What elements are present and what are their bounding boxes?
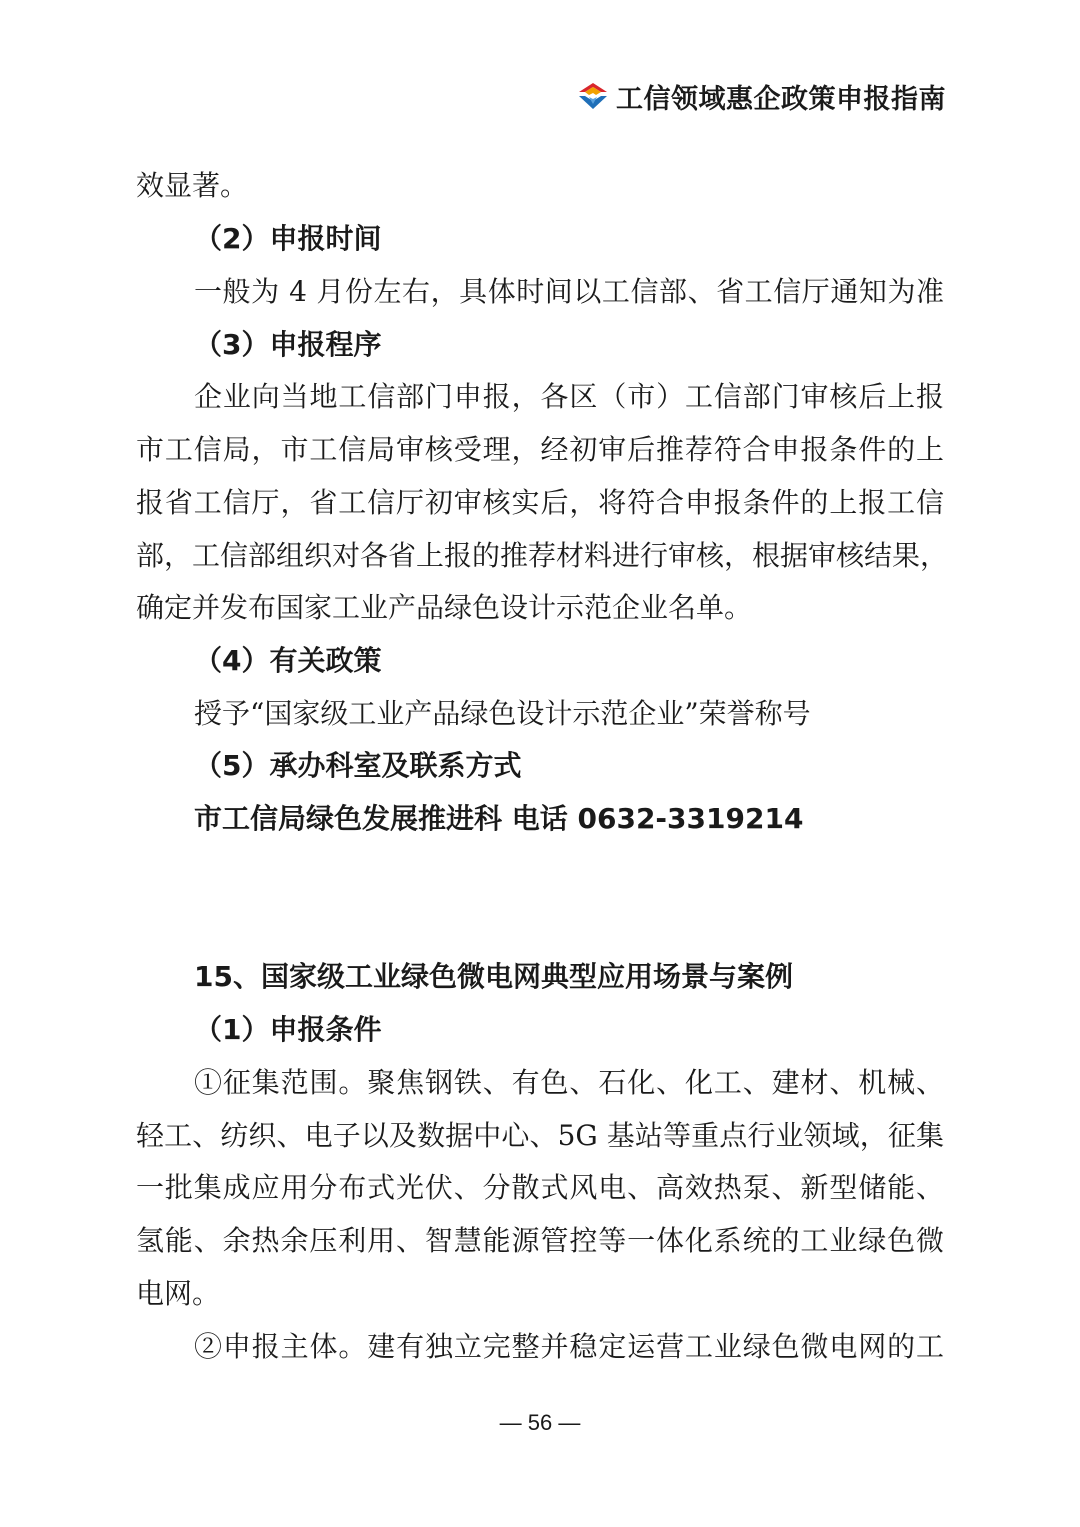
paragraph-line: ①征集范围。聚焦钢铁、有色、石化、化工、建材、机械、 xyxy=(194,1066,944,1099)
header-title: 工信领域惠企政策申报指南 xyxy=(616,83,946,115)
interlocking-arrows-logo-icon xyxy=(576,79,610,113)
paragraph-line: 部，工信部组织对各省上报的推荐材料进行审核，根据审核结果， xyxy=(136,539,949,572)
section-heading: （4）有关政策 xyxy=(194,644,382,677)
section-heading: （2）申报时间 xyxy=(194,222,382,255)
paragraph-line: 市工信局，市工信局审核受理，经初审后推荐符合申报条件的上 xyxy=(136,433,944,466)
contact-line: 市工信局绿色发展推进科 电话 0632-3319214 xyxy=(194,802,804,835)
paragraph-line: 一般为 4 月份左右，具体时间以工信部、省工信厅通知为准 xyxy=(194,275,944,308)
paragraph-line: 氢能、余热余压利用、智慧能源管控等一体化系统的工业绿色微 xyxy=(136,1224,944,1257)
paragraph-line: 效显著。 xyxy=(136,169,249,202)
section-heading: （1）申报条件 xyxy=(194,1013,382,1046)
page-header xyxy=(576,76,946,116)
paragraph-line: 企业向当地工信部门申报，各区（市）工信部门审核后上报 xyxy=(194,380,944,413)
page-number: — 56 — xyxy=(499,1410,581,1435)
paragraph-line: ②申报主体。建有独立完整并稳定运营工业绿色微电网的工 xyxy=(194,1330,944,1363)
section-heading: （5）承办科室及联系方式 xyxy=(194,749,522,782)
section-heading: （3）申报程序 xyxy=(194,328,382,361)
paragraph-line: 授予“国家级工业产品绿色设计示范企业”荣誉称号 xyxy=(194,697,811,730)
paragraph-line: 报省工信厅，省工信厅初审核实后，将符合申报条件的上报工信 xyxy=(136,486,944,519)
paragraph-line: 一批集成应用分布式光伏、分散式风电、高效热泵、新型储能、 xyxy=(136,1171,944,1204)
paragraph-line: 确定并发布国家工业产品绿色设计示范企业名单。 xyxy=(136,591,753,624)
paragraph-line: 电网。 xyxy=(136,1277,221,1310)
item-heading: 15、国家级工业绿色微电网典型应用场景与案例 xyxy=(194,960,793,993)
paragraph-line: 轻工、纺织、电子以及数据中心、5G 基站等重点行业领域，征集 xyxy=(136,1119,944,1152)
